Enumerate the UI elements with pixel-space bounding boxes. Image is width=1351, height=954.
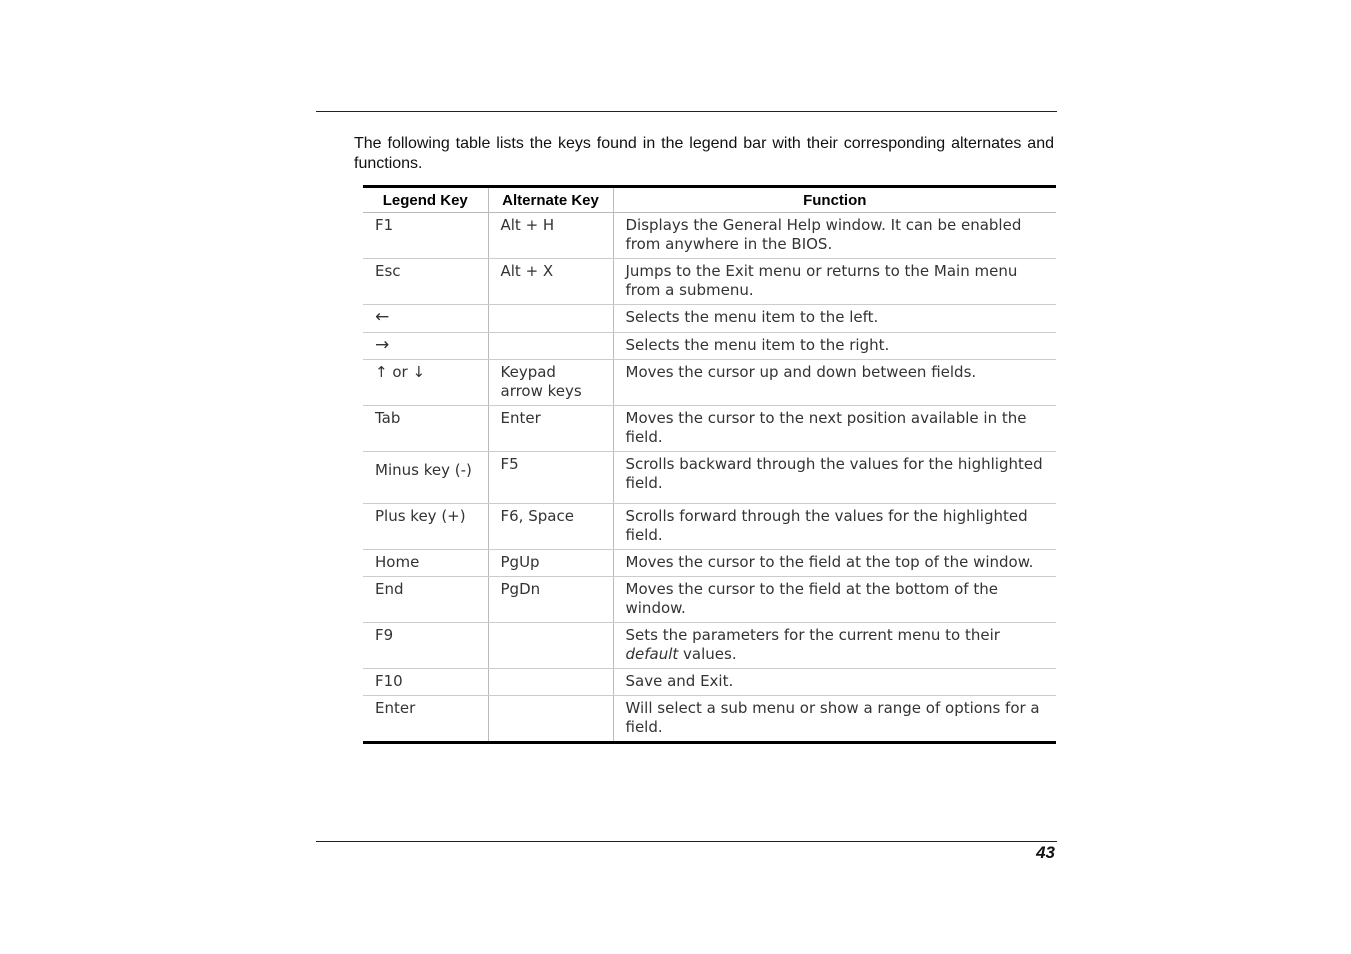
legend-key-cell: Home bbox=[363, 550, 488, 577]
table-row bbox=[363, 577, 1056, 623]
function-cell: Scrolls forward through the values for the highlighted field. bbox=[613, 504, 1056, 550]
alternate-key-cell: Enter bbox=[488, 406, 613, 452]
alternate-key-cell: Alt + X bbox=[488, 259, 613, 305]
table-row bbox=[363, 504, 1056, 550]
function-cell bbox=[613, 623, 1056, 669]
legend-key-cell: F1 bbox=[363, 213, 488, 259]
function-cell: Will select a sub menu or show a range of options for a field. bbox=[613, 696, 1056, 743]
legend-key-cell: Tab bbox=[363, 406, 488, 452]
legend-key-cell: ↑ or ↓ bbox=[363, 360, 488, 406]
function-cell: Displays the General Help window. It can be enabled from anywhere in the BIOS. bbox=[613, 213, 1056, 259]
alternate-key-cell: Alt + H bbox=[488, 213, 613, 259]
table-row bbox=[363, 452, 1056, 504]
alternate-key-cell: F6, Space bbox=[488, 504, 613, 550]
legend-key-cell: End bbox=[363, 577, 488, 623]
alternate-key-cell bbox=[488, 669, 613, 696]
legend-key-cell: Plus key (+) bbox=[363, 504, 488, 550]
function-cell: Selects the menu item to the left. bbox=[613, 305, 1056, 333]
header-function: Function bbox=[613, 187, 1056, 213]
function-cell: Moves the cursor to the field at the top of the window. bbox=[613, 550, 1056, 577]
table-row bbox=[363, 696, 1056, 743]
table-header-row bbox=[363, 187, 1056, 213]
alternate-key-cell: Keypad arrow keys bbox=[488, 360, 613, 406]
function-cell: Scrolls backward through the values for the highlighted field. bbox=[613, 452, 1056, 504]
legend-keys-table bbox=[363, 185, 1056, 744]
legend-key-cell: F10 bbox=[363, 669, 488, 696]
table-row bbox=[363, 669, 1056, 696]
alternate-key-cell: PgDn bbox=[488, 577, 613, 623]
table-row bbox=[363, 550, 1056, 577]
legend-key-cell: Minus key (-) bbox=[363, 452, 488, 504]
header-alternate-key: Alternate Key bbox=[488, 187, 613, 213]
table-row bbox=[363, 213, 1056, 259]
alternate-key-cell bbox=[488, 623, 613, 669]
table-row bbox=[363, 333, 1056, 360]
table-row bbox=[363, 623, 1056, 669]
table-row bbox=[363, 360, 1056, 406]
alternate-key-cell: PgUp bbox=[488, 550, 613, 577]
function-emphasis: default bbox=[625, 645, 679, 663]
footer-rule bbox=[316, 841, 1057, 842]
alternate-key-cell: F5 bbox=[488, 452, 613, 504]
function-cell: Jumps to the Exit menu or returns to the Main menu from a submenu. bbox=[613, 259, 1056, 305]
legend-key-cell: Esc bbox=[363, 259, 488, 305]
page-number: 43 bbox=[1036, 843, 1055, 862]
header-legend-key: Legend Key bbox=[363, 187, 488, 213]
legend-key-cell: ← bbox=[363, 305, 488, 333]
function-cell: Save and Exit. bbox=[613, 669, 1056, 696]
function-cell: Selects the menu item to the right. bbox=[613, 333, 1056, 360]
function-text: values. bbox=[678, 645, 737, 663]
function-cell: Moves the cursor to the next position available in the field. bbox=[613, 406, 1056, 452]
function-text: Sets the parameters for the current menu to their bbox=[625, 626, 1000, 644]
legend-key-cell: → bbox=[363, 333, 488, 360]
intro-paragraph: The following table lists the keys found in the legend bar with their corresponding alternates and functions. bbox=[354, 135, 1054, 172]
table-row bbox=[363, 259, 1056, 305]
table-row bbox=[363, 305, 1056, 333]
alternate-key-cell bbox=[488, 696, 613, 743]
legend-key-cell: Enter bbox=[363, 696, 488, 743]
header-rule bbox=[316, 111, 1057, 112]
alternate-key-cell bbox=[488, 305, 613, 333]
table-row bbox=[363, 406, 1056, 452]
function-cell: Moves the cursor to the field at the bottom of the window. bbox=[613, 577, 1056, 623]
alternate-key-cell bbox=[488, 333, 613, 360]
function-cell: Moves the cursor up and down between fields. bbox=[613, 360, 1056, 406]
legend-key-cell: F9 bbox=[363, 623, 488, 669]
